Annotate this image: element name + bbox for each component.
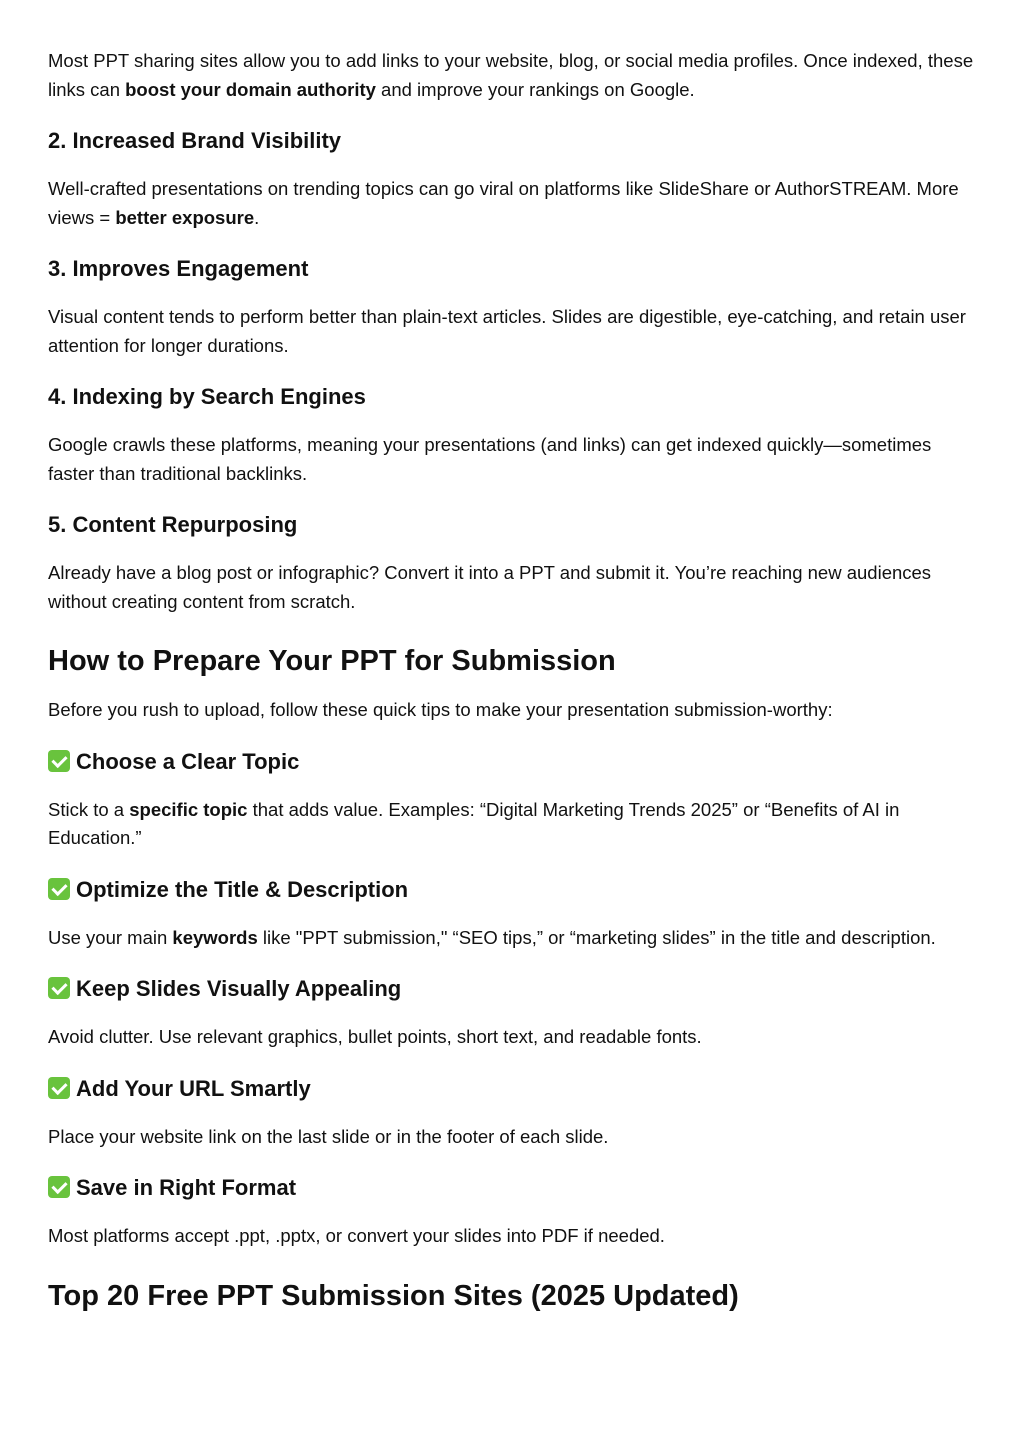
tip-paragraph-optimize-title: [48, 924, 978, 953]
intro-text: Most PPT sharing sites allow you to add links to your website, blog, or social media profiles. Once indexed, these links can: [48, 50, 974, 100]
benefit-heading-repurposing: 5. Content Repurposing: [48, 512, 298, 537]
tip-heading-label: Add Your URL Smartly: [76, 1075, 311, 1101]
tip-heading-add-url: [48, 1075, 978, 1103]
tip-text-end: like "PPT submission," “SEO tips,” or “marketing slides” in the title and description.: [257, 926, 936, 948]
tip-bold: specific topic: [129, 798, 248, 820]
check-mark-icon: [48, 750, 70, 772]
tip-paragraph-save-format: Most platforms accept .ppt, .pptx, or convert your slides into PDF if needed.: [48, 1225, 665, 1246]
tip-text: Stick to a: [48, 798, 130, 820]
benefit-text-end: .: [254, 206, 260, 228]
tip-heading-visual-appeal: [48, 975, 978, 1003]
benefit-text: Well-crafted presentations on trending topics can go viral on platforms like SlideShare or AuthorSTREAM. More views =: [48, 178, 959, 228]
tip-paragraph-add-url: Place your website link on the last slide or in the footer of each slide.: [48, 1125, 609, 1147]
tip-heading-label: Optimize the Title & Description: [76, 876, 409, 902]
benefit-heading-engagement: 3. Improves Engagement: [48, 256, 309, 281]
tip-heading-clear-topic: [48, 748, 978, 776]
prepare-intro-paragraph: Before you rush to upload, follow these quick tips to make your presentation submission-worthy:: [48, 699, 833, 720]
tip-bold: keywords: [172, 926, 258, 948]
intro-text-end: and improve your rankings on Google.: [375, 78, 695, 100]
benefit-paragraph-engagement: Visual content tends to perform better than plain-text articles. Slides are digestible, eye-catching, and retain user attention for longer durations.: [48, 306, 966, 356]
tip-text-end: that adds value. Examples: “Digital Marketing Trends 2025” or “Benefits of AI in Education.”: [48, 798, 900, 848]
benefit-bold: better exposure: [115, 206, 255, 228]
benefit-paragraph-repurposing: Already have a blog post or infographic? Convert it into a PPT and submit it. You’re reaching new audiences without creating content from scratch.: [48, 562, 932, 612]
section-title-prepare: How to Prepare Your PPT for Submission: [48, 645, 616, 677]
tip-heading-save-format: [48, 1174, 978, 1202]
tip-text: Use your main: [48, 926, 173, 948]
tip-heading-label: Save in Right Format: [76, 1175, 297, 1200]
check-mark-icon: [48, 1176, 70, 1198]
tip-heading-label: Keep Slides Visually Appealing: [76, 976, 402, 1001]
benefit-paragraph-brand-visibility: [48, 175, 978, 232]
tip-paragraph-clear-topic: [48, 796, 978, 853]
tip-heading-label: Choose a Clear Topic: [76, 748, 300, 774]
intro-paragraph: [48, 47, 978, 104]
benefit-paragraph-indexing: Google crawls these platforms, meaning your presentations (and links) can get indexed quickly—sometimes faster than traditional backlinks.: [48, 434, 932, 484]
tip-heading-optimize-title: [48, 876, 978, 904]
tip-paragraph-visual-appeal: Avoid clutter. Use relevant graphics, bullet points, short text, and readable fonts.: [48, 1026, 702, 1047]
article-content: [48, 47, 978, 1314]
benefit-heading-brand-visibility: 2. Increased Brand Visibility: [48, 128, 342, 153]
benefit-heading-indexing: 4. Indexing by Search Engines: [48, 384, 366, 409]
intro-bold: boost your domain authority: [125, 78, 376, 100]
check-mark-icon: [48, 878, 70, 900]
section-title-top-sites: Top 20 Free PPT Submission Sites (2025 Updated): [48, 1279, 739, 1312]
check-mark-icon: [48, 977, 70, 999]
check-mark-icon: [48, 1077, 70, 1099]
